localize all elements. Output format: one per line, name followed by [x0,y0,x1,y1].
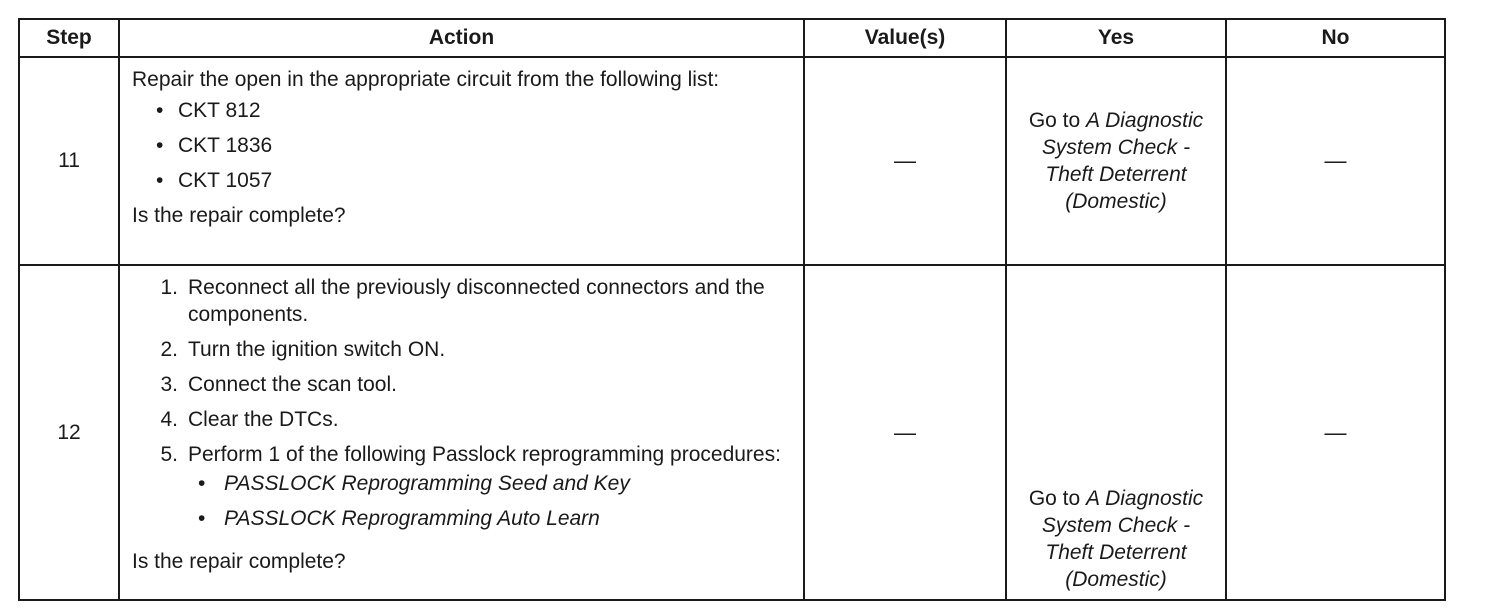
action-cell [119,265,804,600]
action-cell [119,57,804,265]
action-intro: Repair the open in the appropriate circuit from the following list: [132,68,720,91]
item-text: Reconnect all the previously disconnected connectors and the components. [188,276,765,326]
action-question: Is the repair complete? [132,204,346,227]
no-cell: — [1226,57,1445,265]
diagnostic-table [18,18,1446,601]
yes-cell [1006,265,1226,600]
reprogramming-procedure-list [188,470,791,532]
diagnostic-system-check-link[interactable]: A Diagnostic System Check - Theft Deterrent (Domestic) [1041,487,1204,591]
list-item [132,371,791,398]
list-item [132,336,791,363]
yes-prefix: Go to [1028,487,1087,510]
list-item: • CKT 1836 [156,132,791,159]
values-cell: — [804,265,1006,600]
header-action: Action [119,19,804,57]
list-item [132,406,791,433]
no-cell: — [1226,265,1445,600]
table-row-step-12 [19,265,1445,600]
item-number: 2. [160,338,178,361]
header-row [19,19,1445,57]
list-item [132,274,791,328]
diagnostic-system-check-link[interactable]: A Diagnostic System Check - Theft Deterrent (Domestic) [1041,109,1204,213]
item-text: Perform 1 of the following Passlock reprogramming procedures: [188,443,781,466]
yes-cell [1006,57,1226,265]
procedure-link[interactable]: • PASSLOCK Reprogramming Seed and Key [198,470,791,497]
header-values: Value(s) [804,19,1006,57]
item-text: Connect the scan tool. [188,373,397,396]
yes-prefix: Go to [1028,109,1087,132]
circuit-list [132,97,791,194]
item-number: 1. [160,276,178,299]
action-question: Is the repair complete? [132,550,346,573]
item-text: Turn the ignition switch ON. [188,338,446,361]
item-number: 5. [160,443,178,466]
procedure-list [132,274,791,540]
header-yes: Yes [1006,19,1226,57]
list-item [132,441,791,540]
item-text: Clear the DTCs. [188,408,339,431]
header-step: Step [19,19,119,57]
step-number: 12 [19,265,119,600]
list-item: • CKT 1057 [156,167,791,194]
item-number: 4. [160,408,178,431]
procedure-link[interactable]: • PASSLOCK Reprogramming Auto Learn [198,505,791,532]
table-row-step-11 [19,57,1445,265]
list-item: • CKT 812 [156,97,791,124]
step-number: 11 [19,57,119,265]
header-no: No [1226,19,1445,57]
item-number: 3. [160,373,178,396]
values-cell: — [804,57,1006,265]
